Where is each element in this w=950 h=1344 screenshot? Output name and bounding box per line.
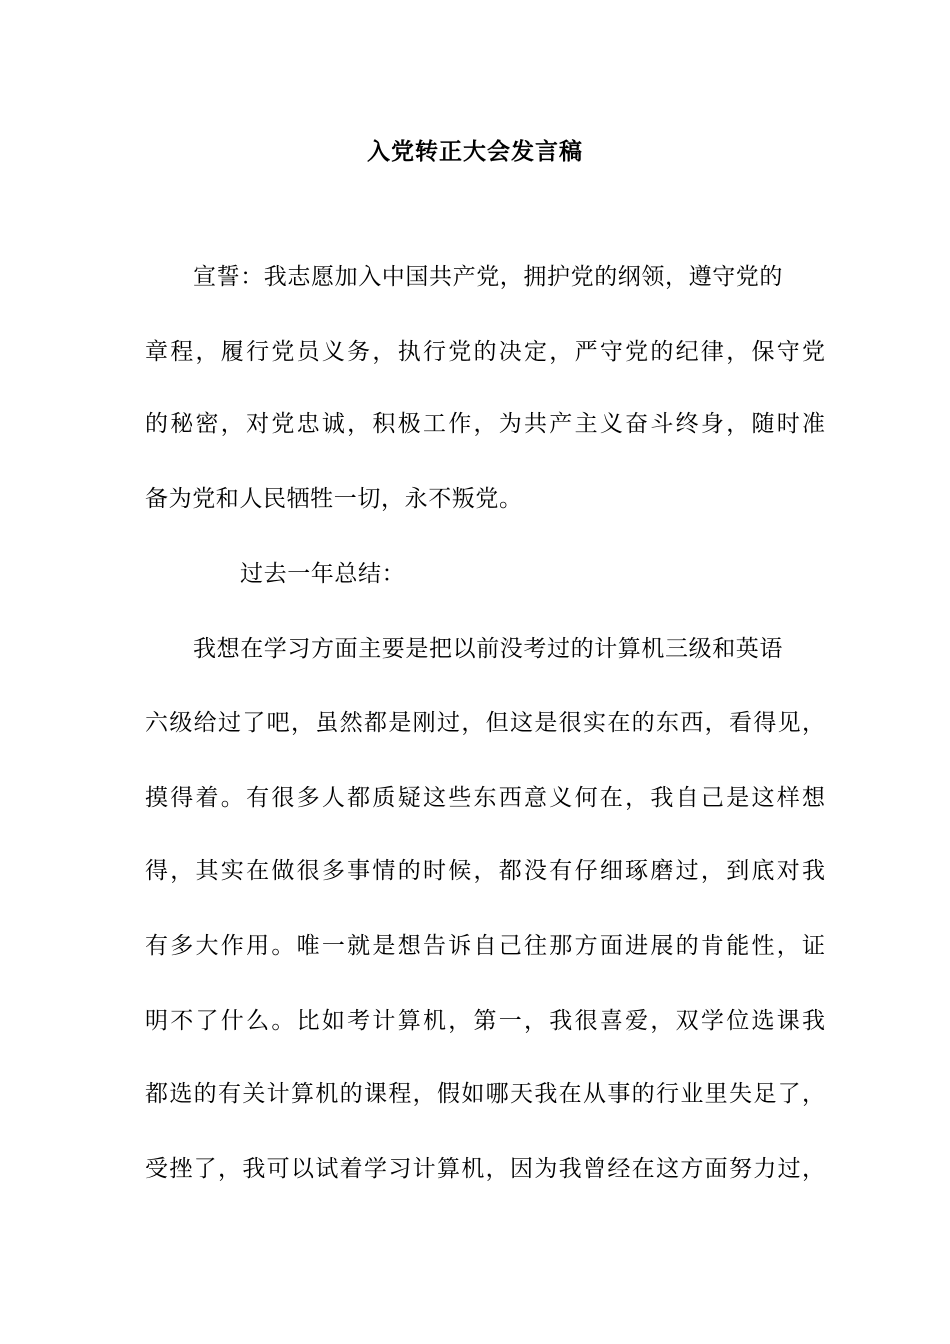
- paragraph-line-5: 有多大作用。唯一就是想告诉自己往那方面进展的肯能性，证: [145, 933, 825, 959]
- paragraph-line-6: 明不了什么。比如考计算机，第一，我很喜爱，双学位选课我: [145, 1008, 825, 1034]
- paragraph-line-4: 得，其实在做很多事情的时候，都没有仔细琢磨过，到底对我: [145, 858, 825, 884]
- paragraph-line-7: 都选的有关计算机的课程，假如哪天我在从事的行业里失足了，: [145, 1081, 825, 1107]
- paragraph-line-1: 我想在学习方面主要是把以前没考过的计算机三级和英语: [193, 636, 783, 662]
- document-title: 入党转正大会发言稿: [367, 138, 583, 165]
- oath-line-4: 备为党和人民牺牲一切，永不叛党。: [145, 486, 523, 512]
- oath-line-1: 宣誓：我志愿加入中国共产党，拥护党的纲领，遵守党的: [193, 264, 783, 290]
- section-heading-summary: 过去一年总结：: [240, 561, 406, 587]
- oath-line-2: 章程，履行党员义务，执行党的决定，严守党的纪律，保守党: [145, 339, 825, 365]
- paragraph-line-3: 摸得着。有很多人都质疑这些东西意义何在，我自己是这样想: [145, 785, 825, 811]
- paragraph-line-2: 六级给过了吧，虽然都是刚过，但这是很实在的东西，看得见，: [145, 710, 825, 736]
- paragraph-line-8: 受挫了，我可以试着学习计算机，因为我曾经在这方面努力过，: [145, 1156, 825, 1182]
- oath-line-3: 的秘密，对党忠诚，积极工作，为共产主义奋斗终身，随时准: [145, 411, 825, 437]
